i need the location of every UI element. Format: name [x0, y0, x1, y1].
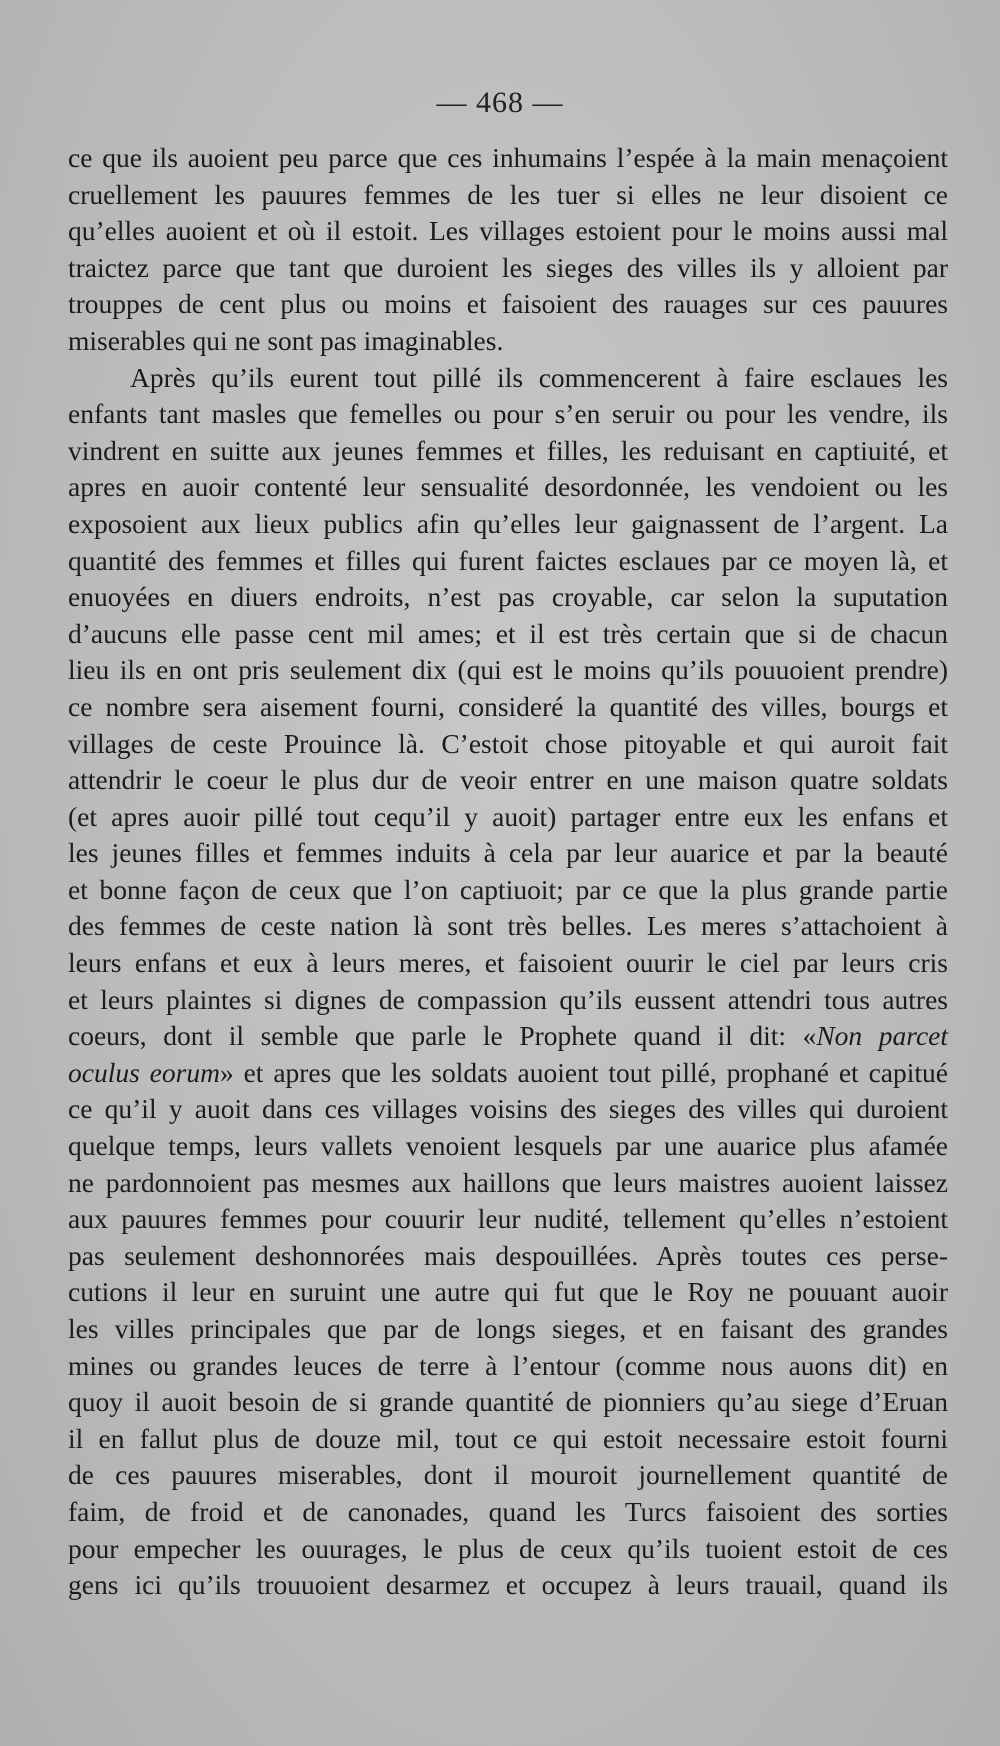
text-span: ce nombre sera aisement fourni, consideré la quantité des villes, bourgs et: [68, 690, 948, 722]
page-number: — 468 —: [436, 86, 564, 119]
text-span: et bonne façon de ceux que l’on captiuoit; par ce que la plus grande partie: [68, 873, 948, 905]
text-line: [68, 872, 948, 909]
text-line: [68, 360, 948, 397]
text-line: [68, 1238, 948, 1275]
text-span: vindrent en suitte aux jeunes femmes et filles, les reduisant en captiuité, et: [68, 434, 948, 466]
italic-text: Non parcet: [816, 1020, 949, 1052]
text-line: [68, 799, 948, 836]
body-text: [68, 140, 948, 1604]
text-line: [68, 140, 948, 177]
text-line: [68, 396, 948, 433]
text-span: Après qu’ils eurent tout pillé ils commencerent à faire esclaues les: [130, 361, 948, 393]
text-line: [68, 1128, 948, 1165]
text-span: miserables qui ne sont pas imaginables.: [68, 324, 504, 356]
text-span: ce qu’il y auoit dans ces villages voisins des sieges des villes qui duroient: [68, 1093, 948, 1125]
text-span: villages de ceste Prouince là. C’estoit chose pitoyable et qui auroit fait: [68, 727, 948, 759]
text-span: (et apres auoir pillé tout cequ’il y auoit) partager entre eux les enfans et: [68, 800, 948, 832]
text-line: [68, 213, 948, 250]
text-span: attendrir le coeur le plus dur de veoir entrer en une maison quatre soldats: [68, 764, 948, 796]
text-span: trouppes de cent plus ou moins et faisoient des rauages sur ces pauures: [68, 288, 948, 320]
text-span: il en fallut plus de douze mil, tout ce qui estoit necessaire estoit fourni: [68, 1422, 948, 1454]
text-span: lieu ils en ont pris seulement dix (qui est le moins qu’ils pouuoient prendre): [68, 654, 948, 686]
text-line: [68, 1348, 948, 1385]
text-span: apres en auoir contenté leur sensualité desordonnée, les vendoient ou les: [68, 471, 948, 503]
italic-text: oculus eorum: [68, 1056, 220, 1088]
text-span: » et apres que les soldats auoient tout pillé, prophané et capitué: [219, 1056, 948, 1088]
text-line: [68, 1018, 948, 1055]
text-span: aux pauures femmes pour couurir leur nudité, tellement qu’elles n’estoient: [68, 1203, 948, 1235]
text-line: [68, 1567, 948, 1604]
text-span: enuoyées en diuers endroits, n’est pas croyable, car selon la suputation: [68, 581, 948, 613]
text-line: [68, 1531, 948, 1568]
text-span: quoy il auoit besoin de si grande quantité de pionniers qu’au siege d’Eruan: [68, 1386, 948, 1418]
text-span: quelque temps, leurs vallets venoient lesquels par une auarice plus afamée: [68, 1130, 948, 1162]
text-line: [68, 1274, 948, 1311]
text-line: [68, 543, 948, 580]
text-span: et leurs plaintes si dignes de compassion qu’ils eussent attendri tous autres: [68, 983, 948, 1015]
text-line: [68, 1384, 948, 1421]
text-line: [68, 469, 948, 506]
text-line: [68, 835, 948, 872]
text-line: [68, 579, 948, 616]
text-line: [68, 1457, 948, 1494]
text-line: [68, 1165, 948, 1202]
text-line: [68, 323, 948, 360]
text-line: [68, 1311, 948, 1348]
text-span: les jeunes filles et femmes induits à cela par leur auarice et par la beauté: [68, 837, 948, 869]
text-line: [68, 982, 948, 1019]
text-line: [68, 908, 948, 945]
text-span: pour empecher les ouurages, le plus de ceux qu’ils tuoient estoit de ces: [68, 1532, 948, 1564]
text-line: [68, 689, 948, 726]
text-line: [68, 250, 948, 287]
text-line: [68, 616, 948, 653]
text-span: enfants tant masles que femelles ou pour s’en seruir ou pour les vendre, ils: [68, 398, 948, 430]
text-span: leurs enfans et eux à leurs meres, et faisoient ouurir le ciel par leurs cris: [68, 947, 948, 979]
text-span: cutions il leur en suruint une autre qui fut que le Roy ne pouuant auoir: [68, 1276, 948, 1308]
text-span: quantité des femmes et filles qui furent faictes esclaues par ce moyen là, et: [68, 544, 948, 576]
text-line: [68, 762, 948, 799]
text-span: faim, de froid et de canonades, quand les Turcs faisoient des sorties: [68, 1495, 948, 1527]
text-line: [68, 433, 948, 470]
text-line: [68, 1091, 948, 1128]
text-span: coeurs, dont il semble que parle le Prophete quand il dit: «: [68, 1020, 817, 1052]
text-line: [68, 506, 948, 543]
text-span: des femmes de ceste nation là sont très belles. Les meres s’attachoient à: [68, 910, 948, 942]
text-span: exposoient aux lieux publics afin qu’elles leur gaignassent de l’argent. La: [68, 507, 948, 539]
text-line: [68, 945, 948, 982]
text-line: [68, 286, 948, 323]
text-span: d’aucuns elle passe cent mil ames; et il est très certain que si de chacun: [68, 617, 948, 649]
text-span: pas seulement deshonnorées mais despouillées. Après toutes ces perse-: [68, 1239, 948, 1271]
text-span: gens ici qu’ils trouuoient desarmez et occupez à leurs trauail, quand ils: [68, 1569, 948, 1601]
text-span: ce que ils auoient peu parce que ces inhumains l’espée à la main menaçoient: [68, 142, 948, 173]
text-span: les villes principales que par de longs sieges, et en faisant des grandes: [68, 1313, 948, 1344]
text-span: de ces pauures miserables, dont il mouroit journellement quantité de: [68, 1459, 948, 1491]
text-line: [68, 1055, 948, 1092]
text-line: [68, 1494, 948, 1531]
text-line: [68, 1421, 948, 1458]
text-span: traictez parce que tant que duroient les sieges des villes ils y alloient par: [68, 251, 948, 283]
text-line: [68, 177, 948, 214]
text-span: qu’elles auoient et où il estoit. Les villages estoient pour le moins aussi mal: [68, 215, 948, 247]
text-span: ne pardonnoient pas mesmes aux haillons que leurs maistres auoient laissez: [68, 1166, 948, 1198]
text-span: cruellement les pauures femmes de les tuer si elles ne leur disoient ce: [68, 178, 948, 210]
text-line: [68, 652, 948, 689]
text-span: mines ou grandes leuces de terre à l’entour (comme nous auons dit) en: [68, 1349, 948, 1381]
text-line: [68, 726, 948, 763]
text-line: [68, 1201, 948, 1238]
